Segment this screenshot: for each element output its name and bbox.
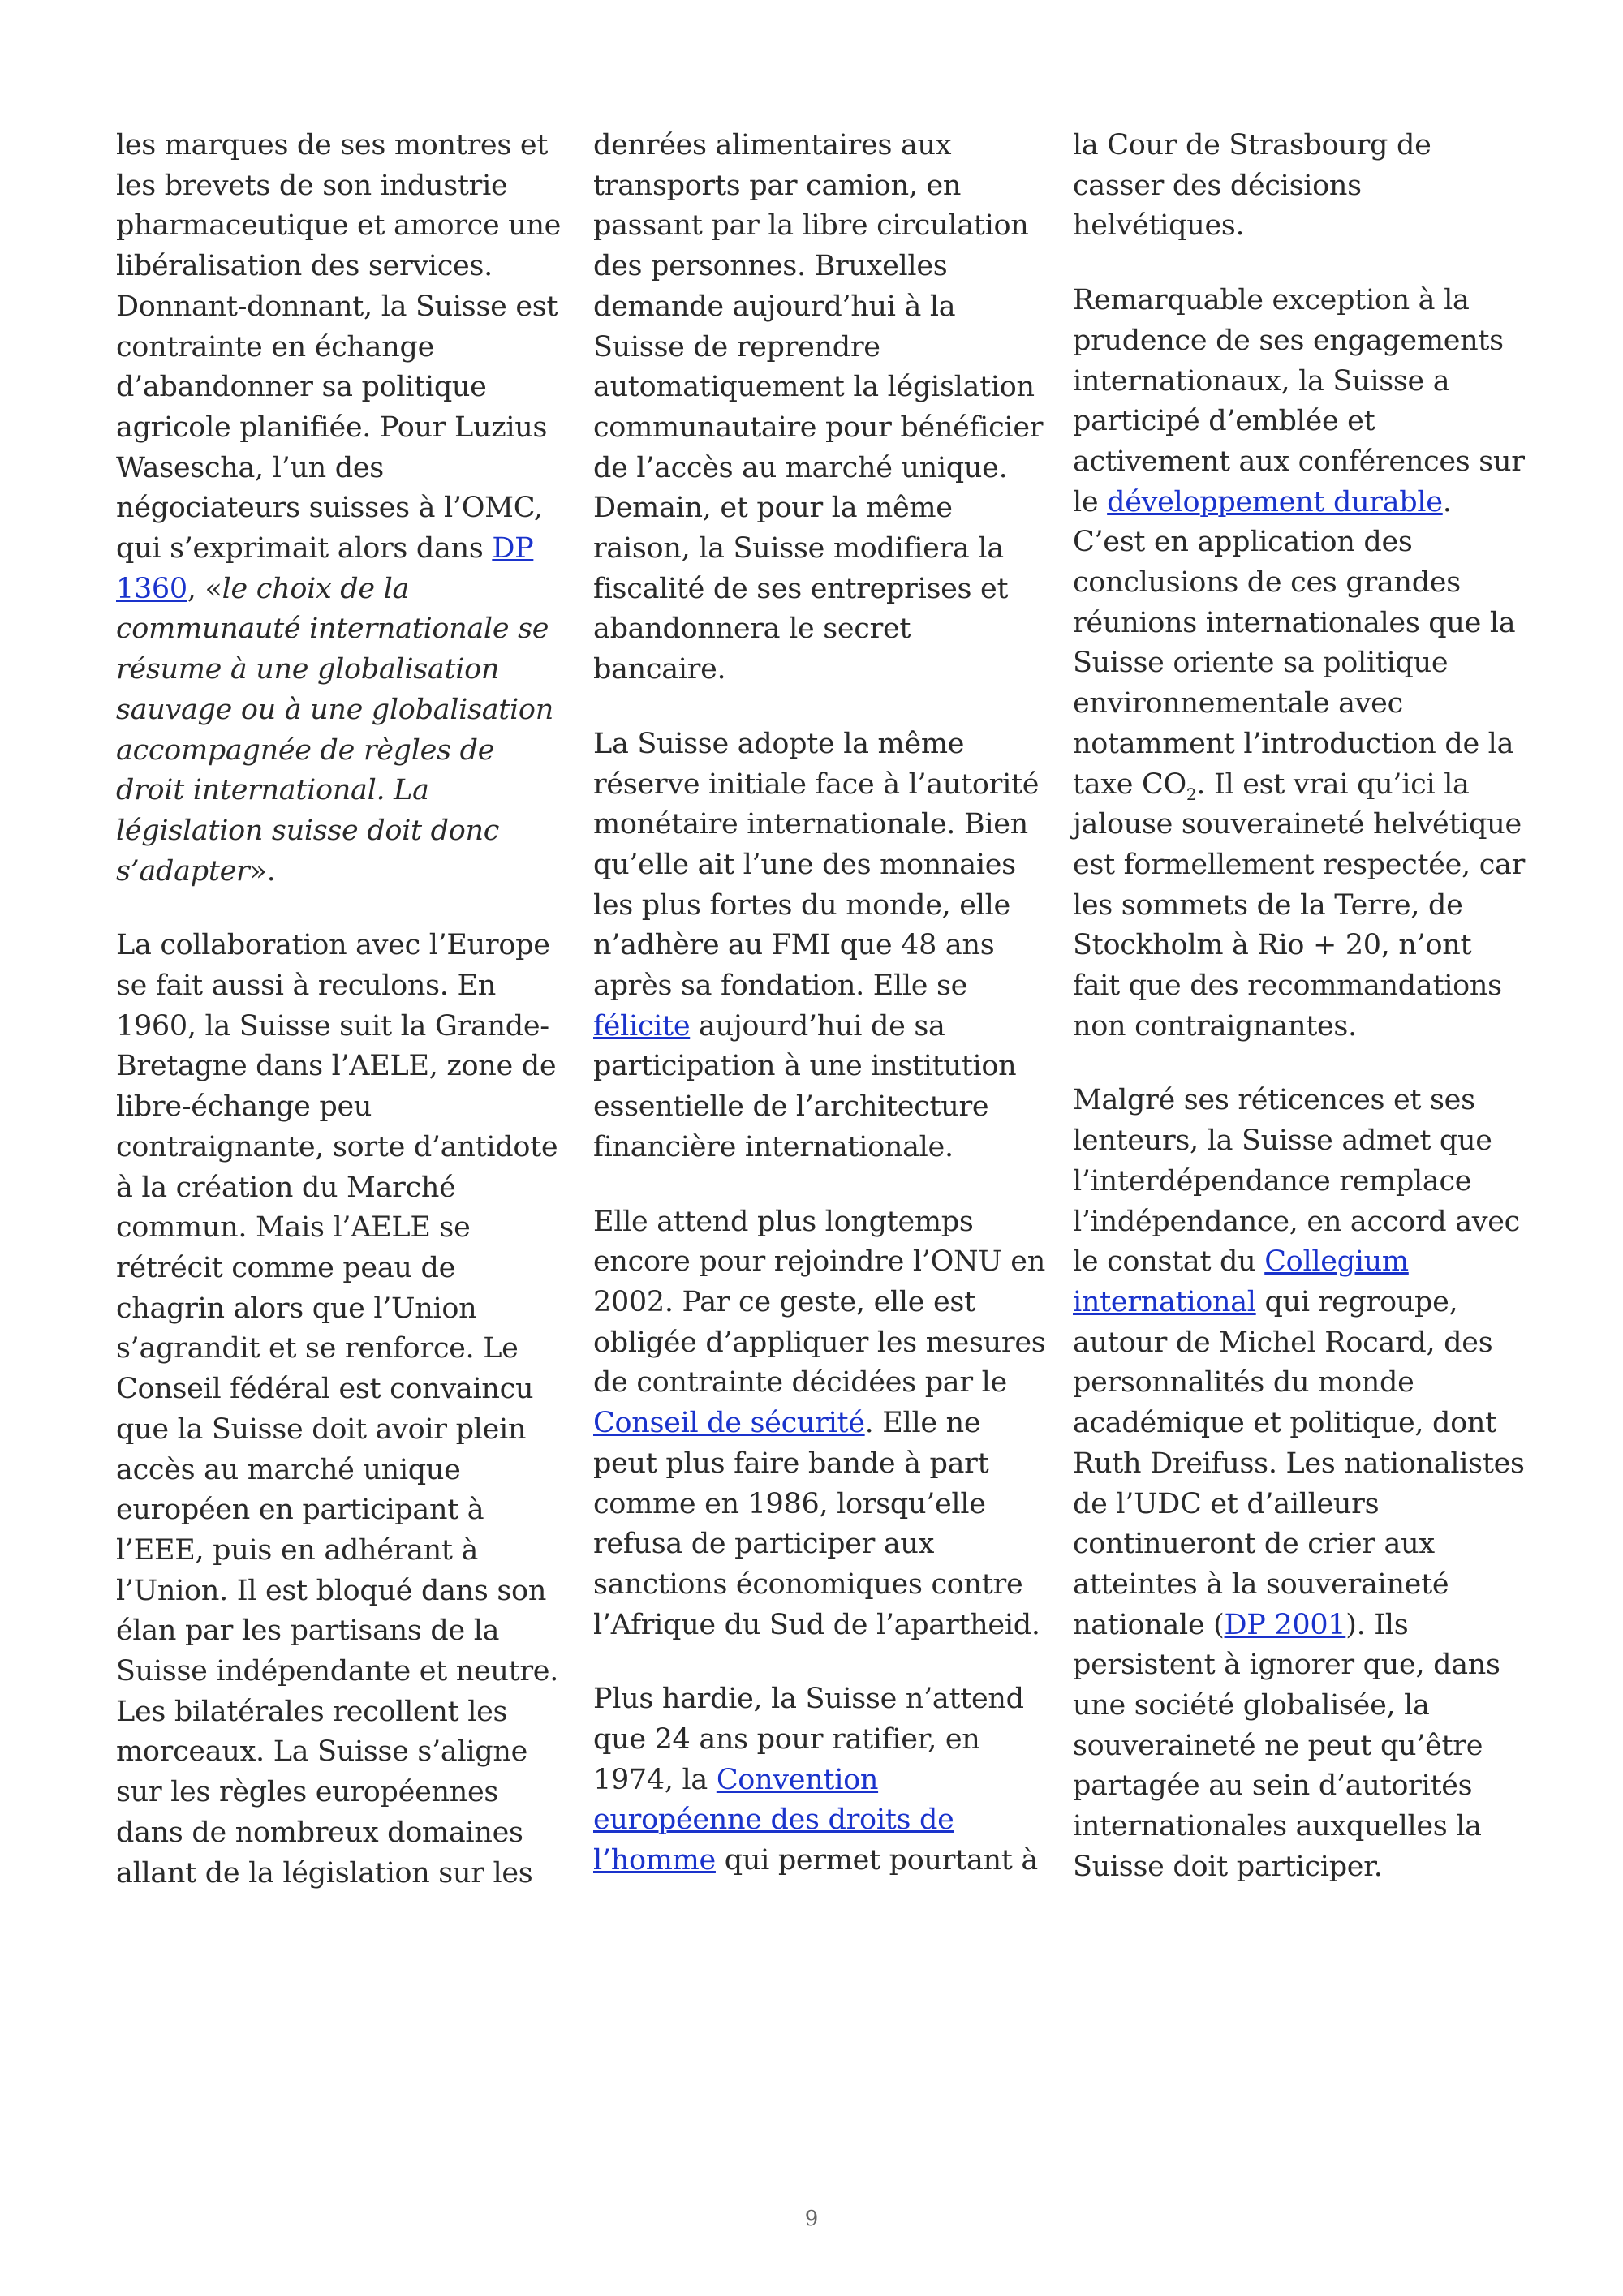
- text-line: [593, 1444, 1048, 1485]
- text-line: [593, 570, 1048, 610]
- text-line: [1073, 1565, 1527, 1606]
- text-line: [1073, 966, 1527, 1007]
- text-link[interactable]: DP: [492, 532, 534, 565]
- text-line: [593, 650, 1048, 690]
- text-line: [116, 966, 570, 1007]
- text-line: [593, 1679, 1048, 1720]
- text-segment: Donnant-donnant, la Suisse est: [116, 290, 558, 323]
- text-line: [1073, 1081, 1527, 1121]
- text-line: [1073, 1444, 1527, 1485]
- text-line: [593, 966, 1048, 1007]
- text-segment: financière internationale.: [593, 1130, 954, 1163]
- text-segment: l’indépendance, en accord avec: [1073, 1205, 1520, 1238]
- text-line: [1073, 206, 1527, 247]
- text-line: [1073, 1606, 1527, 1646]
- text-line: [593, 1841, 1048, 1881]
- text-segment: contrainte en échange: [116, 330, 434, 363]
- text-line: [1073, 926, 1527, 966]
- text-segment: encore pour rejoindre l’ONU en: [593, 1245, 1045, 1279]
- text-line: [116, 1652, 570, 1692]
- text-segment: se fait aussi à reculons. En: [116, 970, 496, 1003]
- text-segment: académique et politique, dont: [1073, 1407, 1496, 1440]
- text-segment: aujourd’hui de sa: [690, 1009, 945, 1043]
- paragraph: [593, 1202, 1048, 1646]
- text-segment: négociateurs suisses à l’OMC,: [116, 492, 543, 525]
- text-line: [593, 1323, 1048, 1364]
- text-segment: qui permet pourtant à: [715, 1844, 1038, 1877]
- text-line: [593, 368, 1048, 408]
- text-segment: Suisse de reprendre: [593, 330, 880, 363]
- text-segment: de contrainte décidées par le: [593, 1366, 1007, 1400]
- text-segment: accès au marché unique: [116, 1453, 461, 1486]
- text-segment: internationales auxquelles la: [1073, 1810, 1482, 1843]
- text-segment: peut plus faire bande à part: [593, 1447, 989, 1480]
- text-line: [116, 328, 570, 368]
- text-column-2: [593, 126, 1048, 1915]
- text-segment: s’agrandit et se renforce. Le: [116, 1332, 519, 1365]
- text-link[interactable]: européenne des droits de: [593, 1804, 954, 1837]
- text-segment: atteintes à la souveraineté: [1073, 1567, 1449, 1601]
- text-segment: qui s’exprimait alors dans: [116, 532, 493, 565]
- text-link[interactable]: Conseil de sécurité: [593, 1407, 865, 1440]
- text-segment: nationale (: [1073, 1608, 1225, 1641]
- text-segment: réunions internationales que la: [1073, 606, 1516, 639]
- text-segment: est formellement respectée, car: [1073, 848, 1526, 881]
- text-line: [1073, 563, 1527, 604]
- text-line: [116, 1773, 570, 1813]
- text-segment: sanctions économiques contre: [593, 1567, 1023, 1601]
- text-line: [116, 771, 570, 811]
- text-line: [116, 1531, 570, 1572]
- text-segment: l’Afrique du Sud de l’apartheid.: [593, 1608, 1040, 1641]
- text-line: [116, 1168, 570, 1209]
- italic-quote-text: le choix de la: [222, 572, 410, 605]
- text-segment: à la création du Marché: [116, 1171, 456, 1204]
- text-segment: n’adhère au FMI que 48 ans: [593, 929, 995, 962]
- text-segment: conclusions de ces grandes: [1073, 566, 1461, 600]
- text-line: [593, 529, 1048, 570]
- text-segment: souveraineté ne peut qu’être: [1073, 1729, 1483, 1762]
- text-line: [1073, 1726, 1527, 1767]
- text-line: [1073, 1323, 1527, 1364]
- text-segment: persistent à ignorer que, dans: [1073, 1649, 1500, 1682]
- text-line: [116, 1249, 570, 1289]
- text-column-1: [116, 126, 570, 1928]
- text-segment: ). Ils: [1345, 1608, 1409, 1641]
- paragraph: [593, 724, 1048, 1168]
- subscript-text: 2: [1186, 784, 1197, 804]
- text-segment: abandonnera le secret: [593, 613, 911, 646]
- text-segment: ».: [249, 854, 276, 888]
- text-segment: La collaboration avec l’Europe: [116, 929, 550, 962]
- page-number: 9: [804, 2207, 819, 2231]
- paragraph: [116, 126, 570, 892]
- italic-quote-text: législation suisse doit donc: [116, 814, 500, 847]
- text-line: [593, 1007, 1048, 1047]
- text-line: [1073, 805, 1527, 845]
- text-segment: rétrécit comme peau de: [116, 1251, 455, 1284]
- text-line: [593, 1800, 1048, 1841]
- text-segment: les plus fortes du monde, elle: [593, 888, 1010, 922]
- text-line: [593, 845, 1048, 886]
- text-segment: demande aujourd’hui à la: [593, 290, 956, 323]
- text-segment: . Elle ne: [864, 1407, 981, 1440]
- text-line: [116, 206, 570, 247]
- text-line: [1073, 684, 1527, 724]
- text-segment: fiscalité de ses entreprises et: [593, 572, 1009, 605]
- text-line: [116, 1047, 570, 1087]
- text-line: [116, 529, 570, 570]
- text-line: [1073, 281, 1527, 321]
- text-line: [116, 650, 570, 690]
- text-line: [116, 609, 570, 650]
- text-line: [593, 1524, 1048, 1565]
- text-line: [116, 1692, 570, 1733]
- text-line: [1073, 765, 1527, 806]
- text-segment: denrées alimentaires aux: [593, 129, 952, 161]
- text-line: [116, 731, 570, 772]
- text-segment: l’Union. Il est bloqué dans son: [116, 1574, 547, 1607]
- italic-quote-text: droit international. La: [116, 774, 429, 807]
- text-segment: comme en 1986, lorsqu’elle: [593, 1487, 986, 1520]
- text-line: [1073, 362, 1527, 402]
- text-segment: Demain, et pour la même: [593, 492, 953, 525]
- text-segment: environnementale avec: [1073, 687, 1403, 720]
- text-line: [1073, 1162, 1527, 1202]
- text-segment: non contraignantes.: [1073, 1009, 1357, 1043]
- text-line: [1073, 483, 1527, 523]
- text-line: [593, 1128, 1048, 1168]
- text-segment: taxe CO: [1073, 767, 1186, 801]
- italic-quote-text: communauté internationale se: [116, 613, 549, 646]
- text-line: [1073, 1686, 1527, 1726]
- text-segment: helvétiques.: [1073, 209, 1245, 243]
- text-column-3: [1073, 126, 1527, 1922]
- text-segment: casser des décisions: [1073, 169, 1362, 202]
- text-line: [593, 488, 1048, 529]
- text-line: [593, 1242, 1048, 1283]
- text-line: [593, 765, 1048, 806]
- text-segment: 2002. Par ce geste, elle est: [593, 1285, 975, 1318]
- text-segment: allant de la législation sur les: [116, 1856, 533, 1890]
- text-link[interactable]: Convention: [716, 1763, 879, 1796]
- text-segment: monétaire internationale. Bien: [593, 808, 1028, 841]
- text-line: [1073, 1766, 1527, 1807]
- text-line: [116, 1369, 570, 1410]
- text-line: [116, 1490, 570, 1531]
- paragraph: [1073, 126, 1527, 247]
- text-link[interactable]: développement durable: [1107, 485, 1443, 518]
- text-segment: des personnes. Bruxelles: [593, 250, 948, 283]
- text-line: [116, 488, 570, 529]
- text-line: [1073, 886, 1527, 927]
- text-segment: Bretagne dans l’AELE, zone de: [116, 1050, 557, 1083]
- text-line: [593, 449, 1048, 489]
- text-line: [116, 1007, 570, 1047]
- text-segment: Suisse oriente sa politique: [1073, 647, 1449, 680]
- text-line: [593, 1485, 1048, 1525]
- text-line: [1073, 604, 1527, 644]
- text-segment: agricole planifiée. Pour Luzius: [116, 411, 548, 444]
- text-link[interactable]: DP 2001: [1224, 1608, 1346, 1641]
- text-line: [116, 1087, 570, 1128]
- text-segment: participé d’emblée et: [1073, 405, 1375, 438]
- italic-quote-text: accompagnée de règles de: [116, 733, 495, 767]
- text-line: [116, 126, 570, 166]
- text-line: [1073, 1807, 1527, 1847]
- text-segment: morceaux. La Suisse s’aligne: [116, 1735, 528, 1769]
- text-segment: fait que des recommandations: [1073, 970, 1502, 1003]
- text-segment: qu’elle ait l’une des monnaies: [593, 848, 1016, 881]
- text-segment: l’EEE, puis en adhérant à: [116, 1533, 479, 1567]
- text-line: [1073, 1363, 1527, 1404]
- text-segment: Remarquable exception à la: [1073, 284, 1470, 317]
- text-segment: Suisse indépendante et neutre.: [116, 1655, 559, 1688]
- text-segment: après sa fondation. Elle se: [593, 970, 968, 1003]
- text-line: [116, 811, 570, 852]
- text-segment: européen en participant à: [116, 1494, 484, 1527]
- text-line: [116, 247, 570, 287]
- text-line: [593, 886, 1048, 927]
- text-line: [116, 1732, 570, 1773]
- text-line: [116, 287, 570, 328]
- text-segment: transports par camion, en: [593, 169, 962, 202]
- text-segment: , «: [187, 572, 222, 605]
- text-segment: Stockholm à Rio + 20, n’ont: [1073, 929, 1472, 962]
- text-line: [593, 1606, 1048, 1646]
- text-line: [1073, 1202, 1527, 1243]
- text-segment: lenteurs, la Suisse admet que: [1073, 1124, 1492, 1158]
- text-line: [116, 690, 570, 731]
- text-line: [116, 926, 570, 966]
- text-line: [1073, 1283, 1527, 1323]
- text-segment: essentielle de l’architecture: [593, 1090, 989, 1124]
- text-segment: Conseil fédéral est convaincu: [116, 1373, 534, 1406]
- paragraph: [593, 1679, 1048, 1881]
- text-segment: commun. Mais l’AELE se: [116, 1211, 471, 1245]
- text-segment: contraignante, sorte d’antidote: [116, 1130, 558, 1163]
- text-line: [593, 805, 1048, 845]
- paragraph: [593, 126, 1048, 690]
- text-line: [593, 1720, 1048, 1761]
- text-segment: sur les règles européennes: [116, 1776, 499, 1809]
- text-line: [593, 1404, 1048, 1444]
- text-segment: Elle attend plus longtemps: [593, 1205, 974, 1238]
- text-segment: activement aux conférences sur: [1073, 445, 1525, 478]
- text-line: [593, 408, 1048, 449]
- text-line: [116, 1208, 570, 1249]
- text-line: [1073, 845, 1527, 886]
- text-line: [116, 1329, 570, 1369]
- text-segment: la Cour de Strasbourg de: [1073, 129, 1431, 161]
- text-line: [593, 609, 1048, 650]
- text-line: [593, 126, 1048, 166]
- text-segment: une société globalisée, la: [1073, 1689, 1430, 1722]
- text-line: [593, 1202, 1048, 1243]
- text-segment: passant par la libre circulation: [593, 209, 1029, 243]
- text-segment: que la Suisse doit avoir plein: [116, 1412, 527, 1446]
- text-segment: prudence de ses engagements: [1073, 324, 1504, 357]
- text-segment: de l’accès au marché unique.: [593, 451, 1008, 484]
- text-segment: libéralisation des services.: [116, 250, 493, 283]
- text-link[interactable]: international: [1073, 1285, 1256, 1318]
- text-segment: le: [1073, 485, 1108, 518]
- text-line: [1073, 522, 1527, 563]
- text-line: [593, 1761, 1048, 1801]
- text-line: [116, 1611, 570, 1652]
- text-line: [1073, 1847, 1527, 1888]
- text-line: [1073, 402, 1527, 442]
- text-line: [593, 1565, 1048, 1606]
- text-line: [593, 247, 1048, 287]
- text-line: [1073, 442, 1527, 483]
- text-segment: autour de Michel Rocard, des: [1073, 1326, 1493, 1359]
- text-line: [1073, 126, 1527, 166]
- text-segment: La Suisse adopte la même: [593, 727, 965, 760]
- text-segment: réserve initiale face à l’autorité: [593, 767, 1040, 801]
- text-segment: Plus hardie, la Suisse n’attend: [593, 1683, 1024, 1716]
- text-segment: Malgré ses réticences et ses: [1073, 1084, 1475, 1117]
- text-segment: partagée au sein d’autorités: [1073, 1769, 1473, 1803]
- text-line: [116, 449, 570, 489]
- text-line: [593, 166, 1048, 207]
- text-line: [593, 1283, 1048, 1323]
- text-segment: internationaux, la Suisse a: [1073, 364, 1450, 398]
- text-line: [1073, 1524, 1527, 1565]
- text-line: [116, 1451, 570, 1491]
- text-segment: de l’UDC et d’ailleurs: [1073, 1487, 1380, 1520]
- paragraph: [116, 926, 570, 1894]
- text-segment: jalouse souveraineté helvétique: [1073, 808, 1522, 841]
- text-line: [593, 1363, 1048, 1404]
- text-line: [1073, 1404, 1527, 1444]
- text-segment: l’interdépendance remplace: [1073, 1164, 1472, 1197]
- text-segment: automatiquement la législation: [593, 371, 1035, 404]
- paragraph: [1073, 1081, 1527, 1887]
- text-line: [1073, 166, 1527, 207]
- text-segment: qui regroupe,: [1255, 1285, 1458, 1318]
- text-segment: Les bilatérales recollent les: [116, 1695, 508, 1728]
- text-segment: les sommets de la Terre, de: [1073, 888, 1463, 922]
- text-line: [1073, 1645, 1527, 1686]
- text-segment: libre-échange peu: [116, 1090, 372, 1124]
- text-line: [1073, 724, 1527, 765]
- text-line: [116, 1128, 570, 1168]
- text-segment: raison, la Suisse modifiera la: [593, 532, 1004, 565]
- text-line: [116, 166, 570, 207]
- text-segment: bancaire.: [593, 653, 726, 686]
- text-line: [593, 206, 1048, 247]
- paragraph: [1073, 281, 1527, 1047]
- text-segment: refusa de participer aux: [593, 1528, 935, 1561]
- text-segment: obligée d’appliquer les mesures: [593, 1326, 1046, 1359]
- text-segment: les brevets de son industrie: [116, 169, 508, 202]
- text-segment: .: [1442, 485, 1452, 518]
- text-line: [116, 570, 570, 610]
- text-segment: communautaire pour bénéficier: [593, 411, 1044, 444]
- text-line: [116, 1854, 570, 1894]
- text-link[interactable]: félicite: [593, 1009, 691, 1043]
- text-line: [116, 1572, 570, 1612]
- text-segment: Ruth Dreifuss. Les nationalistes: [1073, 1447, 1525, 1480]
- text-segment: le constat du: [1073, 1245, 1265, 1279]
- text-segment: . Il est vrai qu’ici la: [1196, 767, 1470, 801]
- text-line: [116, 1813, 570, 1854]
- text-segment: élan par les partisans de la: [116, 1615, 500, 1648]
- text-segment: chagrin alors que l’Union: [116, 1292, 477, 1325]
- text-line: [1073, 1485, 1527, 1525]
- text-line: [593, 1087, 1048, 1128]
- italic-quote-text: sauvage ou à une globalisation: [116, 693, 553, 726]
- text-line: [593, 1047, 1048, 1087]
- text-line: [593, 724, 1048, 765]
- text-segment: pharmaceutique et amorce une: [116, 209, 562, 243]
- text-line: [116, 852, 570, 892]
- text-segment: C’est en application des: [1073, 526, 1413, 559]
- text-segment: d’abandonner sa politique: [116, 371, 487, 404]
- text-line: [116, 408, 570, 449]
- text-line: [116, 368, 570, 408]
- text-segment: 1960, la Suisse suit la Grande-: [116, 1009, 549, 1043]
- text-segment: personnalités du monde: [1073, 1366, 1414, 1400]
- text-line: [1073, 1242, 1527, 1283]
- text-line: [593, 926, 1048, 966]
- text-segment: que 24 ans pour ratifier, en: [593, 1723, 980, 1756]
- text-line: [593, 328, 1048, 368]
- text-line: [116, 1289, 570, 1330]
- text-link[interactable]: 1360: [116, 572, 187, 605]
- italic-quote-text: résume à une globalisation: [116, 653, 500, 686]
- text-segment: dans de nombreux domaines: [116, 1816, 523, 1849]
- text-line: [1073, 321, 1527, 362]
- text-segment: Wasescha, l’un des: [116, 451, 384, 484]
- text-segment: Suisse doit participer.: [1073, 1850, 1383, 1883]
- text-link[interactable]: l’homme: [593, 1844, 716, 1877]
- text-segment: 1974, la: [593, 1763, 717, 1796]
- text-segment: participation à une institution: [593, 1050, 1017, 1083]
- text-segment: notamment l’introduction de la: [1073, 727, 1514, 760]
- italic-quote-text: s’adapter: [116, 854, 250, 888]
- text-segment: continueront de crier aux: [1073, 1528, 1435, 1561]
- text-segment: les marques de ses montres et: [116, 129, 549, 161]
- text-link[interactable]: Collegium: [1264, 1245, 1409, 1279]
- text-line: [593, 287, 1048, 328]
- text-line: [1073, 1121, 1527, 1162]
- text-line: [1073, 1007, 1527, 1047]
- text-line: [116, 1410, 570, 1451]
- text-line: [1073, 643, 1527, 684]
